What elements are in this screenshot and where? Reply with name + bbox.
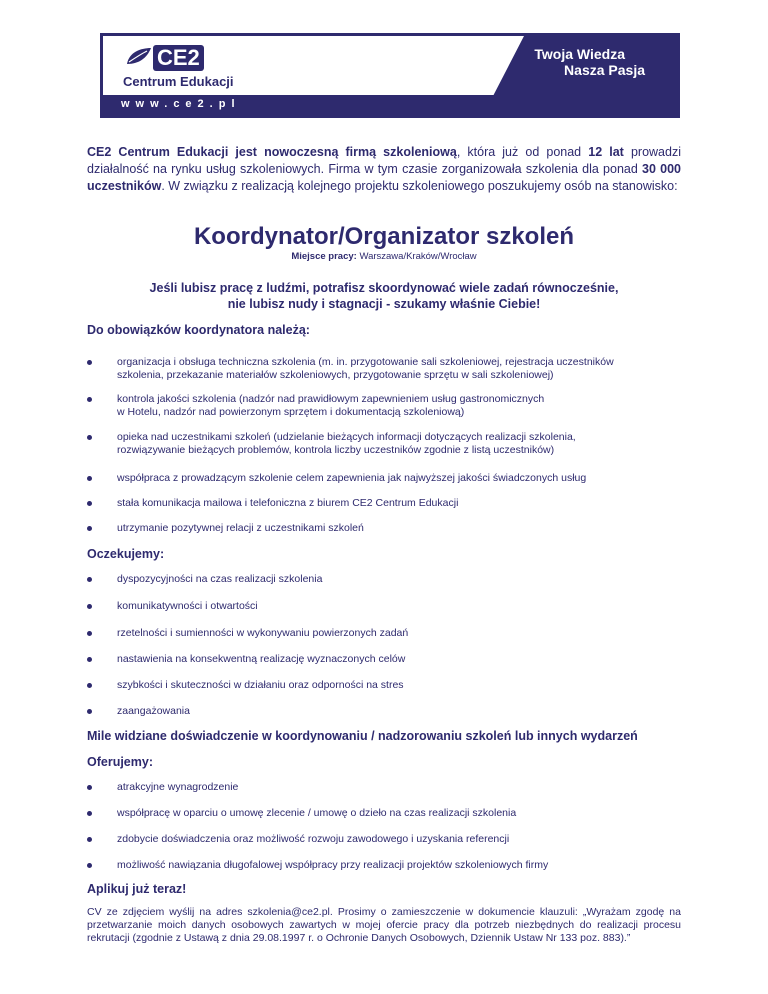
bullet bbox=[87, 397, 92, 402]
expect-text: zaangażowania bbox=[117, 705, 190, 717]
expect-text: komunikatywności i otwartości bbox=[117, 600, 258, 612]
hook-line-2: nie lubisz nudy i stagnacji - szukamy właśnie Ciebie! bbox=[227, 297, 541, 311]
bullet bbox=[87, 526, 92, 531]
slogan-line-2: Nasza Pasja bbox=[564, 62, 645, 78]
hook-text bbox=[0, 280, 768, 312]
bullet bbox=[87, 604, 92, 609]
expect-text: nastawienia na konsekwentną realizację wyznaczonych celów bbox=[117, 653, 406, 665]
expect-text: szybkości i skuteczności w działaniu oraz odporności na stres bbox=[117, 679, 404, 691]
work-location bbox=[0, 251, 768, 262]
expect-text: rzetelności i sumienności w wykonywaniu powierzonych zadań bbox=[117, 627, 409, 639]
duty-line: w Hotelu, nadzór nad powierzonym sprzętem i dokumentacją szkoleniową) bbox=[117, 406, 465, 418]
offer-heading: Oferujemy: bbox=[87, 755, 153, 769]
bullet bbox=[87, 683, 92, 688]
website-url: www.ce2.pl bbox=[121, 98, 241, 110]
bullet bbox=[87, 837, 92, 842]
bullet bbox=[87, 863, 92, 868]
duty-line: rozwiązywanie bieżących problemów, kontrola liczby uczestników zgodnie z listą uczestników) bbox=[117, 444, 555, 456]
logo bbox=[123, 42, 233, 74]
offer-text: atrakcyjne wynagrodzenie bbox=[117, 781, 239, 793]
expect-heading: Oczekujemy: bbox=[87, 547, 165, 561]
offer-text: możliwość nawiązania długofalowej współpracy przy realizacji projektów szkoleniowych firmy bbox=[117, 859, 549, 871]
org-name: Centrum Edukacji bbox=[123, 74, 234, 89]
intro-text-2: prowadzi działalność na rynku usług szkoleniowych. Firma w tym czasie zorganizowała szkolenia dla ponad bbox=[87, 145, 681, 176]
banner-diagonal-shape bbox=[482, 36, 542, 98]
hook-line-1: Jeśli lubisz pracę z ludźmi, potrafisz skoordynować wiele zadań równocześnie, bbox=[149, 281, 619, 295]
bullet bbox=[87, 657, 92, 662]
header-banner bbox=[100, 33, 680, 118]
duty-line: szkolenia, przekazanie materiałów szkoleniowych, przygotowanie sprzętu w sali szkoleniowej) bbox=[117, 369, 554, 381]
place-label: Miejsce pracy: bbox=[291, 251, 357, 262]
duty-line: opieka nad uczestnikami szkoleń (udzielanie bieżących informacji dotyczących realizacji szkolenia, bbox=[117, 431, 576, 443]
bullet bbox=[87, 501, 92, 506]
intro-text-3: . W związku z realizacją kolejnego projektu szkoleniowego poszukujemy osób na stanowisko: bbox=[161, 179, 678, 193]
bullet bbox=[87, 631, 92, 636]
duty-line: stała komunikacja mailowa i telefoniczna z biurem CE2 Centrum Edukacji bbox=[117, 497, 459, 509]
offer-text: zdobycie doświadczenia oraz możliwość rozwoju zawodowego i uzyskania referencji bbox=[117, 833, 510, 845]
job-title: Koordynator/Organizator szkoleń bbox=[193, 223, 575, 250]
duties-heading: Do obowiązków koordynatora należą: bbox=[87, 323, 310, 337]
company-name: CE2 Centrum Edukacji jest nowoczesną firmą szkoleniową bbox=[87, 145, 457, 159]
slogan-line-1: Twoja Wiedza bbox=[534, 46, 625, 62]
intro-text-1: , która już od ponad bbox=[456, 145, 589, 159]
place-value: Warszawa/Kraków/Wrocław bbox=[359, 251, 477, 262]
bullet bbox=[87, 785, 92, 790]
duty-line: kontrola jakości szkolenia (nadzór nad prawidłowym zapewnieniem usług gastronomicznych bbox=[117, 393, 545, 405]
years-highlight: 12 lat bbox=[588, 145, 624, 159]
duty-line: utrzymanie pozytywnej relacji z uczestnikami szkoleń bbox=[117, 522, 364, 534]
bullet bbox=[87, 435, 92, 440]
bullet bbox=[87, 709, 92, 714]
leaf-icon bbox=[123, 44, 153, 72]
slogan bbox=[534, 46, 645, 78]
duty-line: organizacja i obsługa techniczna szkolenia (m. in. przygotowanie sali szkoleniowej, rejestracja uczestników bbox=[117, 356, 614, 368]
intro-paragraph bbox=[87, 144, 681, 195]
expect-text: dyspozycyjności na czas realizacji szkolenia bbox=[117, 573, 323, 585]
bullet bbox=[87, 577, 92, 582]
url-strip bbox=[103, 95, 677, 115]
apply-heading: Aplikuj już teraz! bbox=[87, 882, 187, 896]
nice-to-have: Mile widziane doświadczenie w koordynowaniu / nadzorowaniu szkoleń lub innych wydarzeń bbox=[87, 729, 638, 743]
duty-line: współpraca z prowadzącym szkolenie celem zapewnienia jak najwyższej jakości świadczonych usług bbox=[117, 472, 587, 484]
participants-highlight: 30 000 uczestników bbox=[87, 162, 682, 193]
bullet bbox=[87, 360, 92, 365]
logo-text: CE2 bbox=[153, 45, 204, 71]
offer-text: współpracę w oparciu o umowę zlecenie / umowę o dzieło na czas realizacji szkolenia bbox=[117, 807, 517, 819]
application-instructions: CV ze zdjęciem wyślij na adres szkolenia@ce2.pl. Prosimy o zamieszczenie w dokumencie klauzuli: „Wyrażam zgodę na przetwarzanie moich danych osobowych zawartych w mojej ofercie pracy dla potrzeb niezbędnych do realizacji procesu rekrutacji (zgodnie z Ustawą z dnia 29.08.1997 r. o Ochronie Danych Osobowych, Dziennik Ustaw Nr 133 poz. 883).” bbox=[87, 906, 681, 944]
bullet bbox=[87, 811, 92, 816]
bullet bbox=[87, 476, 92, 481]
